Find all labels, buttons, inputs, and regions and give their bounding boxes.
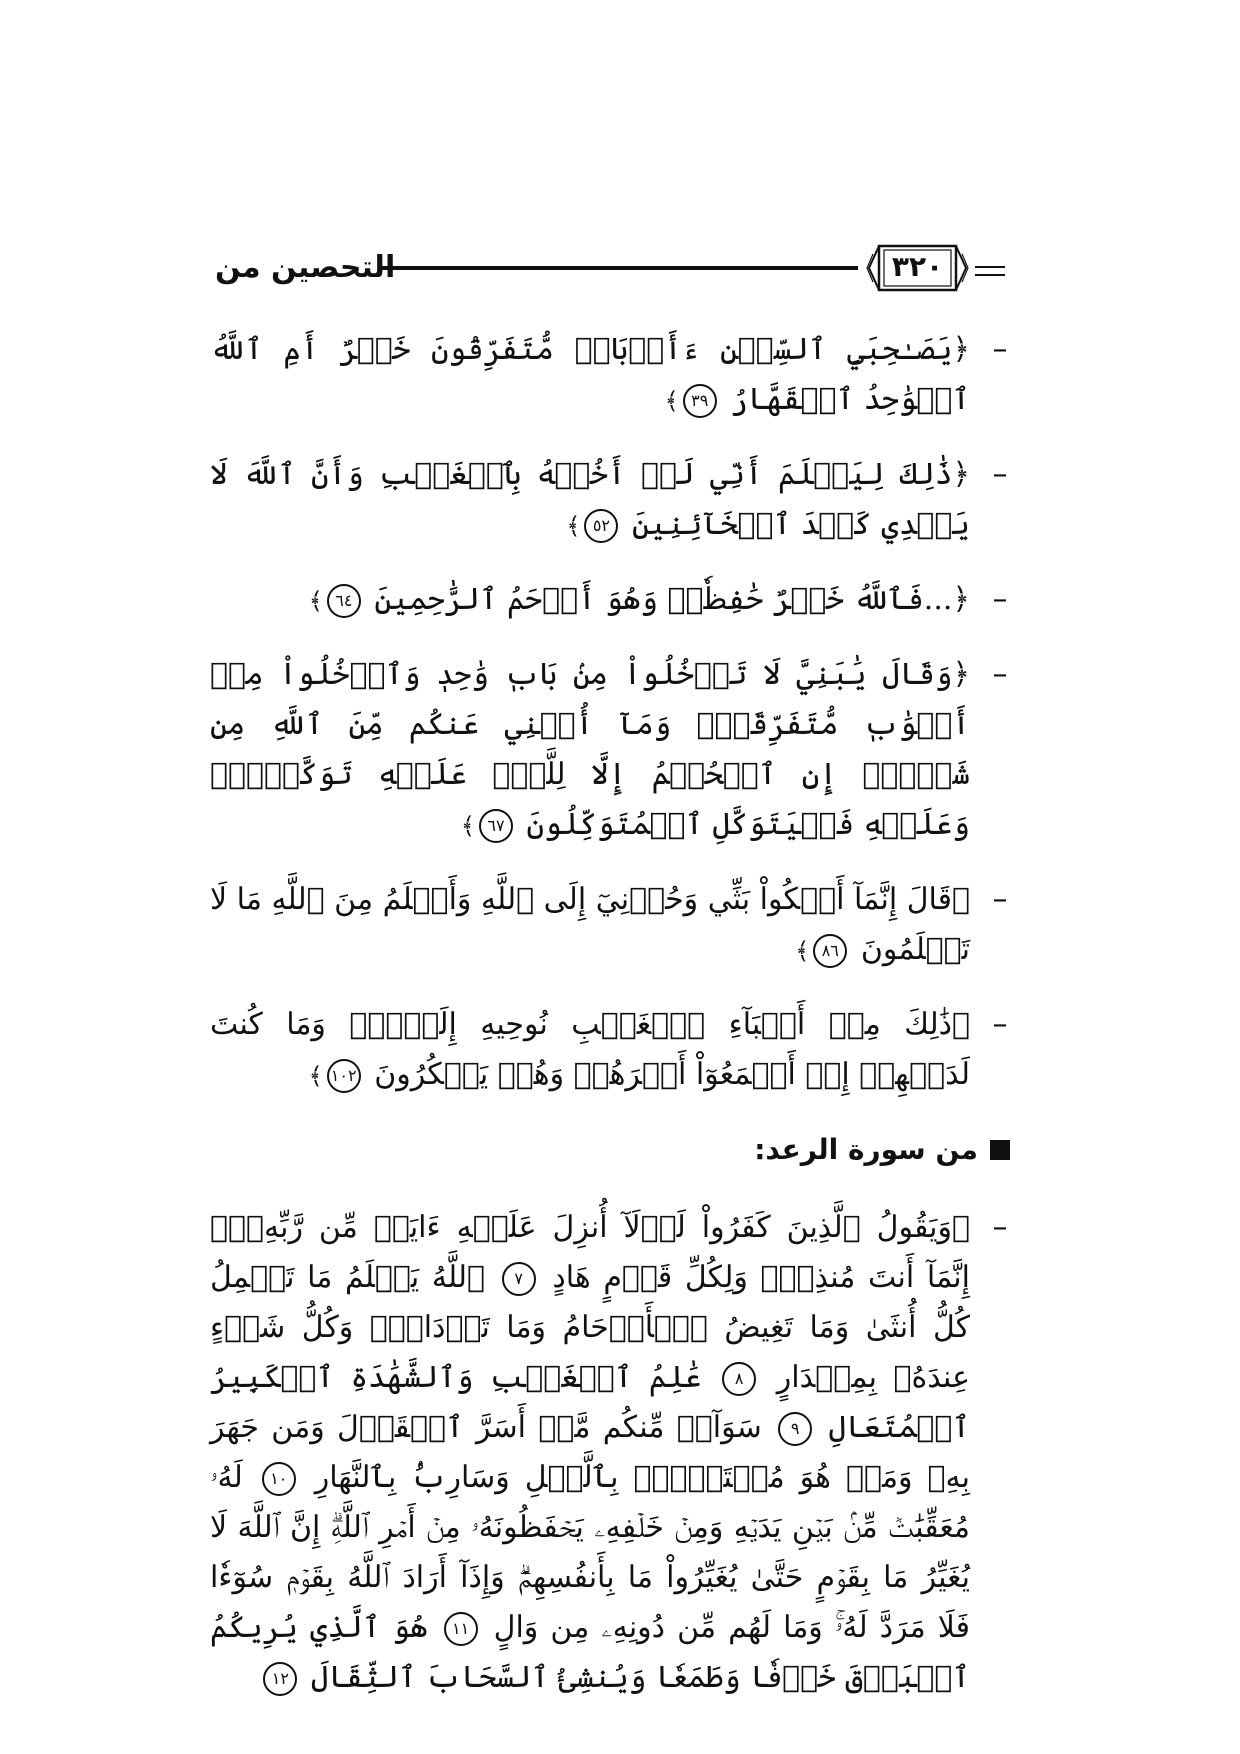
- ayah-number-icon: ٣٩: [683, 384, 717, 418]
- ayah-number-icon: ١٠: [262, 1462, 296, 1496]
- verse-text: عَٰلِمُ ٱلۡغَيۡبِ وَٱلشَّهَٰدَةِ ٱلۡكَبِيرُ ٱلۡمُتَعَالِ: [210, 1360, 970, 1445]
- square-bullet-icon: [990, 1140, 1010, 1160]
- header-title: التحصين من: [215, 250, 396, 285]
- verse-item: [210, 450, 1010, 551]
- verse-text: ﴿...فَٱللَّهُ خَيۡرٌ حَٰفِظٗاۖ وَهُوَ أَرۡحَمُ ٱلرَّٰحِمِينَ: [374, 582, 970, 617]
- ayah-number-icon: ٦٤: [327, 584, 361, 618]
- list-dash: –: [992, 457, 1008, 492]
- closing-bracket-icon: ﴾: [795, 937, 810, 965]
- ayah-number-icon: ٨: [722, 1362, 756, 1396]
- list-dash: –: [992, 332, 1008, 367]
- page-number: ٣٢٠: [891, 250, 944, 283]
- verse-text: سَوَآءٞ مِّنكُم مَّنۡ أَسَرَّ ٱلۡقَوۡلَ وَمَن جَهَرَ بِهِۦ وَمَنۡ هُوَ مُسۡتَخۡفِۭ بِٱلَّيۡلِ وَسَارِبُۢ بِٱلنَّهَارِ: [210, 1410, 970, 1495]
- ayah-number-icon: ٧: [502, 1262, 536, 1296]
- closing-bracket-icon: ﴾: [308, 587, 323, 615]
- closing-bracket-icon: ﴾: [664, 387, 679, 415]
- verse-item: [210, 325, 1010, 426]
- section-heading: [210, 1125, 1010, 1175]
- ayah-number-icon: ٨٦: [813, 934, 847, 968]
- page-number-frame: [865, 240, 970, 296]
- verse-text: ﴿ذَٰلِكَ لِيَعۡلَمَ أَنِّي لَمۡ أَخُنۡهُ بِٱلۡغَيۡبِ وَأَنَّ ٱللَّهَ لَا يَهۡدِي كَيۡدَ ٱلۡخَآئِنِينَ: [210, 457, 970, 542]
- page-header: [215, 240, 1005, 300]
- ayah-number-icon: ٩: [778, 1412, 812, 1446]
- verse-text: ﴿يَصَـٰحِبَيِ ٱلسِّجۡنِ ءَأَرۡبَابٞ مُّتَفَرِّقُونَ خَيۡرٌ أَمِ ٱللَّهُ ٱلۡوَٰحِدُ ٱلۡقَهَّارُ: [210, 332, 970, 417]
- header-rule-right: [975, 266, 1005, 276]
- closing-bracket-icon: ﴾: [460, 812, 475, 840]
- section-heading-text: من سورة الرعد:: [754, 1133, 978, 1166]
- ayah-number-icon: ١٠٢: [327, 1059, 361, 1093]
- verse-text: ﴿وَقَالَ يَٰبَنِيَّ لَا تَدۡخُلُواْ مِنۢ بَابٖ وَٰحِدٖ وَٱدۡخُلُواْ مِنۡ أَبۡوَٰبٖ مُّتَفَرِّقَةٖۖ وَمَآ أُغۡنِي عَنكُم مِّنَ ٱللَّهِ مِن شَيۡءٍۖ إِنِ ٱلۡحُكۡمُ إِلَّا لِلَّهِۖ عَلَيۡهِ تَوَكَّلۡتُۖ وَعَلَيۡهِ فَلۡيَتَوَكَّلِ ٱلۡمُتَوَكِّلُونَ: [210, 657, 970, 842]
- verse-text: لَهُۥ مُعَقِّبَٰتٞ مِّنۢ بَيۡنِ يَدَيۡهِ وَمِنۡ خَلۡفِهِۦ يَحۡفَظُونَهُۥ مِنۡ أَمۡرِ ٱللَّهِۗ إِنَّ ٱللَّهَ لَا يُغَيِّرُ مَا بِقَوۡمٍ حَتَّىٰ يُغَيِّرُواْ مَا بِأَنفُسِهِمۡۗ وَإِذَآ أَرَادَ ٱللَّهُ بِقَوۡمٖ سُوٓءٗا فَلَا مَرَدَّ لَهُۥۚ وَمَا لَهُم مِّن دُونِهِۦ مِن وَالٍ: [210, 1460, 970, 1645]
- verse-item: [210, 875, 1010, 976]
- verse-item: [210, 575, 1010, 626]
- ayah-number-icon: ١١: [444, 1612, 478, 1646]
- verse-text: ﴿ذَٰلِكَ مِنۡ أَنۢبَآءِ ٱلۡغَيۡبِ نُوحِيهِ إِلَيۡكَۖ وَمَا كُنتَ لَدَيۡهِمۡ إِذۡ أَجۡمَعُوٓاْ أَمۡرَهُمۡ وَهُمۡ يَمۡكُرُونَ: [210, 1007, 970, 1092]
- ayah-number-icon: ٦٧: [479, 809, 513, 843]
- verse-text: ﴿قَالَ إِنَّمَآ أَشۡكُواْ بَثِّي وَحُزۡنِيٓ إِلَى ٱللَّهِ وَأَعۡلَمُ مِنَ ٱللَّهِ مَا لَا تَعۡلَمُونَ: [210, 882, 970, 967]
- verse-text: ٱللَّهُ يَعۡلَمُ مَا تَحۡمِلُ كُلُّ أُنثَىٰ وَمَا تَغِيضُ ٱلۡأَرۡحَامُ وَمَا تَزۡدَادُۖ وَكُلُّ شَيۡءٍ عِندَهُۥ بِمِقۡدَارٍ: [210, 1260, 970, 1395]
- list-dash: –: [992, 582, 1008, 617]
- closing-bracket-icon: ﴾: [566, 512, 581, 540]
- header-rule-left: [380, 266, 858, 270]
- verse-item: [210, 650, 1010, 851]
- verse-passage: [210, 1203, 1010, 1703]
- verse-item: [210, 1000, 1010, 1101]
- page-body: [210, 325, 1010, 1727]
- list-dash: –: [992, 657, 1008, 692]
- ayah-number-icon: ١٢: [263, 1662, 297, 1696]
- ayah-number-icon: ٥٢: [584, 509, 618, 543]
- verse-text: هُوَ ٱلَّذِي يُرِيكُمُ ٱلۡبَرۡقَ خَوۡفٗا وَطَمَعٗا وَيُنشِئُ ٱلسَّحَابَ ٱلثِّقَالَ: [210, 1610, 970, 1695]
- verse-text: ﴿وَيَقُولُ ٱلَّذِينَ كَفَرُواْ لَوۡلَآ أُنزِلَ عَلَيۡهِ ءَايَةٞ مِّن رَّبِّهِۦٓۗ إِنَّمَآ أَنتَ مُنذِرٞۖ وَلِكُلِّ قَوۡمٍ هَادٍ: [210, 1210, 970, 1295]
- list-dash: –: [992, 882, 1008, 917]
- closing-bracket-icon: ﴾: [308, 1062, 323, 1090]
- list-dash: –: [992, 1007, 1008, 1042]
- list-dash: –: [992, 1210, 1008, 1245]
